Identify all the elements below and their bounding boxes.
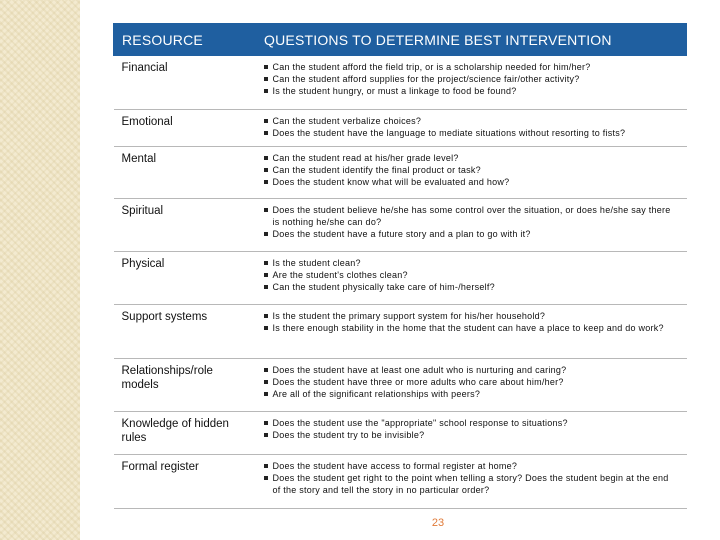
- questions-cell: [256, 359, 687, 412]
- question-item: Does the student try to be invisible?: [264, 429, 679, 441]
- question-list: [264, 61, 679, 97]
- decorative-side-texture: [0, 0, 80, 540]
- question-item: Is the student the primary support system for his/her household?: [264, 310, 679, 322]
- questions-cell: [256, 147, 687, 199]
- question-item: Is the student clean?: [264, 257, 679, 269]
- questions-cell: [256, 110, 687, 147]
- question-list: [264, 310, 679, 334]
- question-item: Does the student have a future story and a plan to go with it?: [264, 228, 679, 240]
- question-item: Can the student read at his/her grade level?: [264, 152, 679, 164]
- question-item: Does the student believe he/she has some control over the situation, or does he/she say there is nothing he/she can do?: [264, 204, 679, 228]
- question-item: Are the student's clothes clean?: [264, 269, 679, 281]
- header-resource: RESOURCE: [114, 24, 256, 56]
- table-row: [114, 412, 687, 455]
- question-item: Does the student know what will be evaluated and how?: [264, 176, 679, 188]
- resource-cell: Formal register: [114, 455, 256, 509]
- questions-cell: [256, 455, 687, 509]
- question-item: Can the student physically take care of him-/herself?: [264, 281, 679, 293]
- table-row: [114, 359, 687, 412]
- question-list: [264, 417, 679, 441]
- table-header-row: [114, 24, 687, 56]
- table-row: [114, 455, 687, 509]
- question-list: [264, 460, 679, 496]
- question-item: Does the student have three or more adults who care about him/her?: [264, 376, 679, 388]
- resource-cell: Emotional: [114, 110, 256, 147]
- resource-cell: Financial: [114, 56, 256, 110]
- questions-cell: [256, 56, 687, 110]
- resource-cell: Relationships/role models: [114, 359, 256, 412]
- table-row: [114, 252, 687, 305]
- resource-cell: Spiritual: [114, 199, 256, 252]
- question-list: [264, 364, 679, 400]
- resource-cell: Knowledge of hidden rules: [114, 412, 256, 455]
- question-item: Does the student have the language to mediate situations without resorting to fists?: [264, 127, 679, 139]
- question-item: Is there enough stability in the home that the student can have a place to keep and do work?: [264, 322, 679, 334]
- resource-questions-table: [113, 23, 687, 509]
- resource-cell: Mental: [114, 147, 256, 199]
- table-row: [114, 147, 687, 199]
- questions-cell: [256, 252, 687, 305]
- question-list: [264, 204, 679, 240]
- question-list: [264, 152, 679, 188]
- resource-cell: Support systems: [114, 305, 256, 359]
- question-item: Are all of the significant relationships with peers?: [264, 388, 679, 400]
- question-item: Does the student have at least one adult who is nurturing and caring?: [264, 364, 679, 376]
- question-list: [264, 257, 679, 293]
- question-item: Does the student have access to formal register at home?: [264, 460, 679, 472]
- resource-cell: Physical: [114, 252, 256, 305]
- page-number: 23: [431, 517, 445, 529]
- table-row: [114, 305, 687, 359]
- question-list: [264, 115, 679, 139]
- question-item: Is the student hungry, or must a linkage to food be found?: [264, 85, 679, 97]
- question-item: Does the student use the "appropriate" school response to situations?: [264, 417, 679, 429]
- table-row: [114, 110, 687, 147]
- questions-cell: [256, 305, 687, 359]
- question-item: Can the student afford supplies for the project/science fair/other activity?: [264, 73, 679, 85]
- question-item: Does the student get right to the point when telling a story? Does the student begin at the end of the story and tell the story in no particular order?: [264, 472, 679, 496]
- question-item: Can the student identify the final product or task?: [264, 164, 679, 176]
- questions-cell: [256, 412, 687, 455]
- table-row: [114, 56, 687, 110]
- table-row: [114, 199, 687, 252]
- header-questions: QUESTIONS TO DETERMINE BEST INTERVENTION: [256, 24, 687, 56]
- questions-cell: [256, 199, 687, 252]
- question-item: Can the student afford the field trip, or is a scholarship needed for him/her?: [264, 61, 679, 73]
- question-item: Can the student verbalize choices?: [264, 115, 679, 127]
